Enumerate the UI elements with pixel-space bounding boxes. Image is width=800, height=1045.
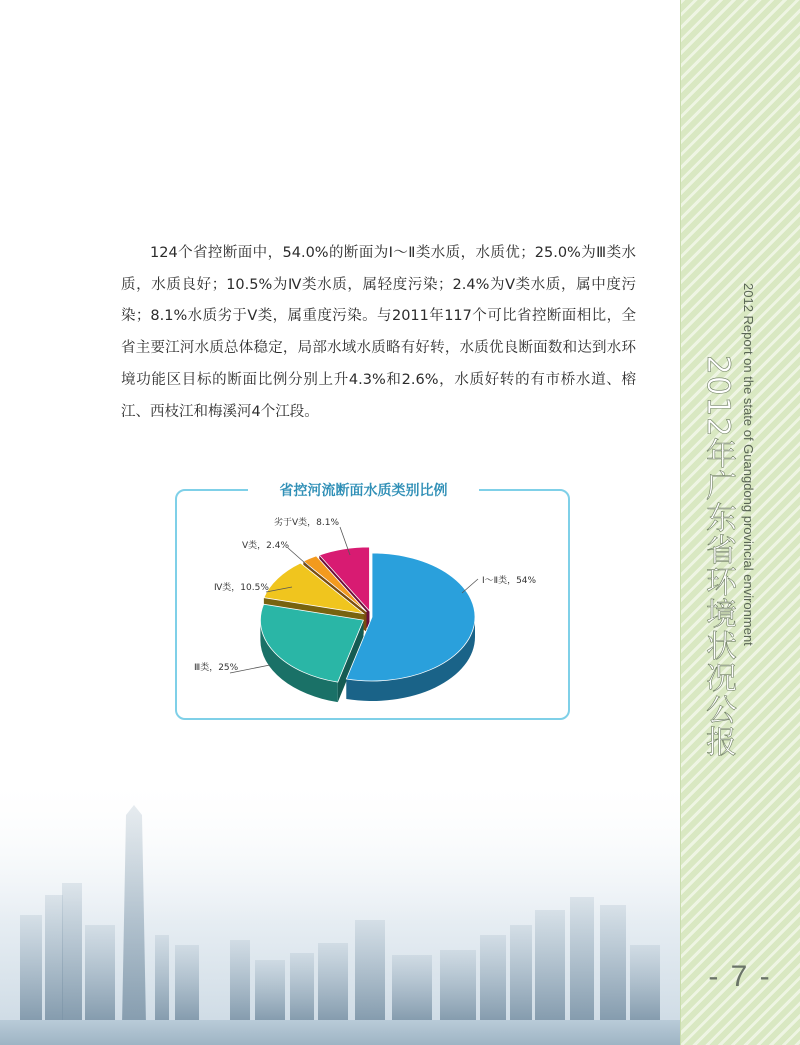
pie-chart <box>190 505 560 710</box>
report-title-english: 2012 Report on the state of Guangdong provincial environment <box>741 283 756 646</box>
body-paragraph: 124个省控断面中，54.0%的断面为Ⅰ～Ⅱ类水质，水质优；25.0%为Ⅲ类水质，水质良好；10.5%为Ⅳ类水质，属轻度污染；2.4%为Ⅴ类水质，属中度污染；8.1%水质劣于Ⅴ类，属重度污染。与2011年117个可比省控断面相比，全省主要江河水质总体稳定，局部水域水质略有好转，水质优良断面数和达到水环境功能区目标的断面比例分别上升4.3%和2.6%，水质好转的有市桥水道、榕江、西枝江和梅溪河4个江段。 <box>121 245 636 420</box>
city-skyline-image <box>0 775 680 1045</box>
page-number: - 7 - <box>708 960 772 993</box>
chart-title: 省控河流断面水质类别比例 <box>279 483 448 499</box>
pie-label-5: 劣于Ⅴ类，8.1% <box>274 518 340 528</box>
pie-label-2: Ⅲ类，25% <box>194 663 239 673</box>
pie-label-3: Ⅳ类，10.5% <box>214 583 269 593</box>
chart-title-container <box>248 480 479 502</box>
pie-label-4: Ⅴ类，2.4% <box>242 541 290 551</box>
report-title-vertical: 2012年广东省环境状况公报 <box>700 355 736 758</box>
pie-label-1: Ⅰ～Ⅱ类，54% <box>482 576 537 586</box>
pie-leader-line-1 <box>462 579 478 593</box>
